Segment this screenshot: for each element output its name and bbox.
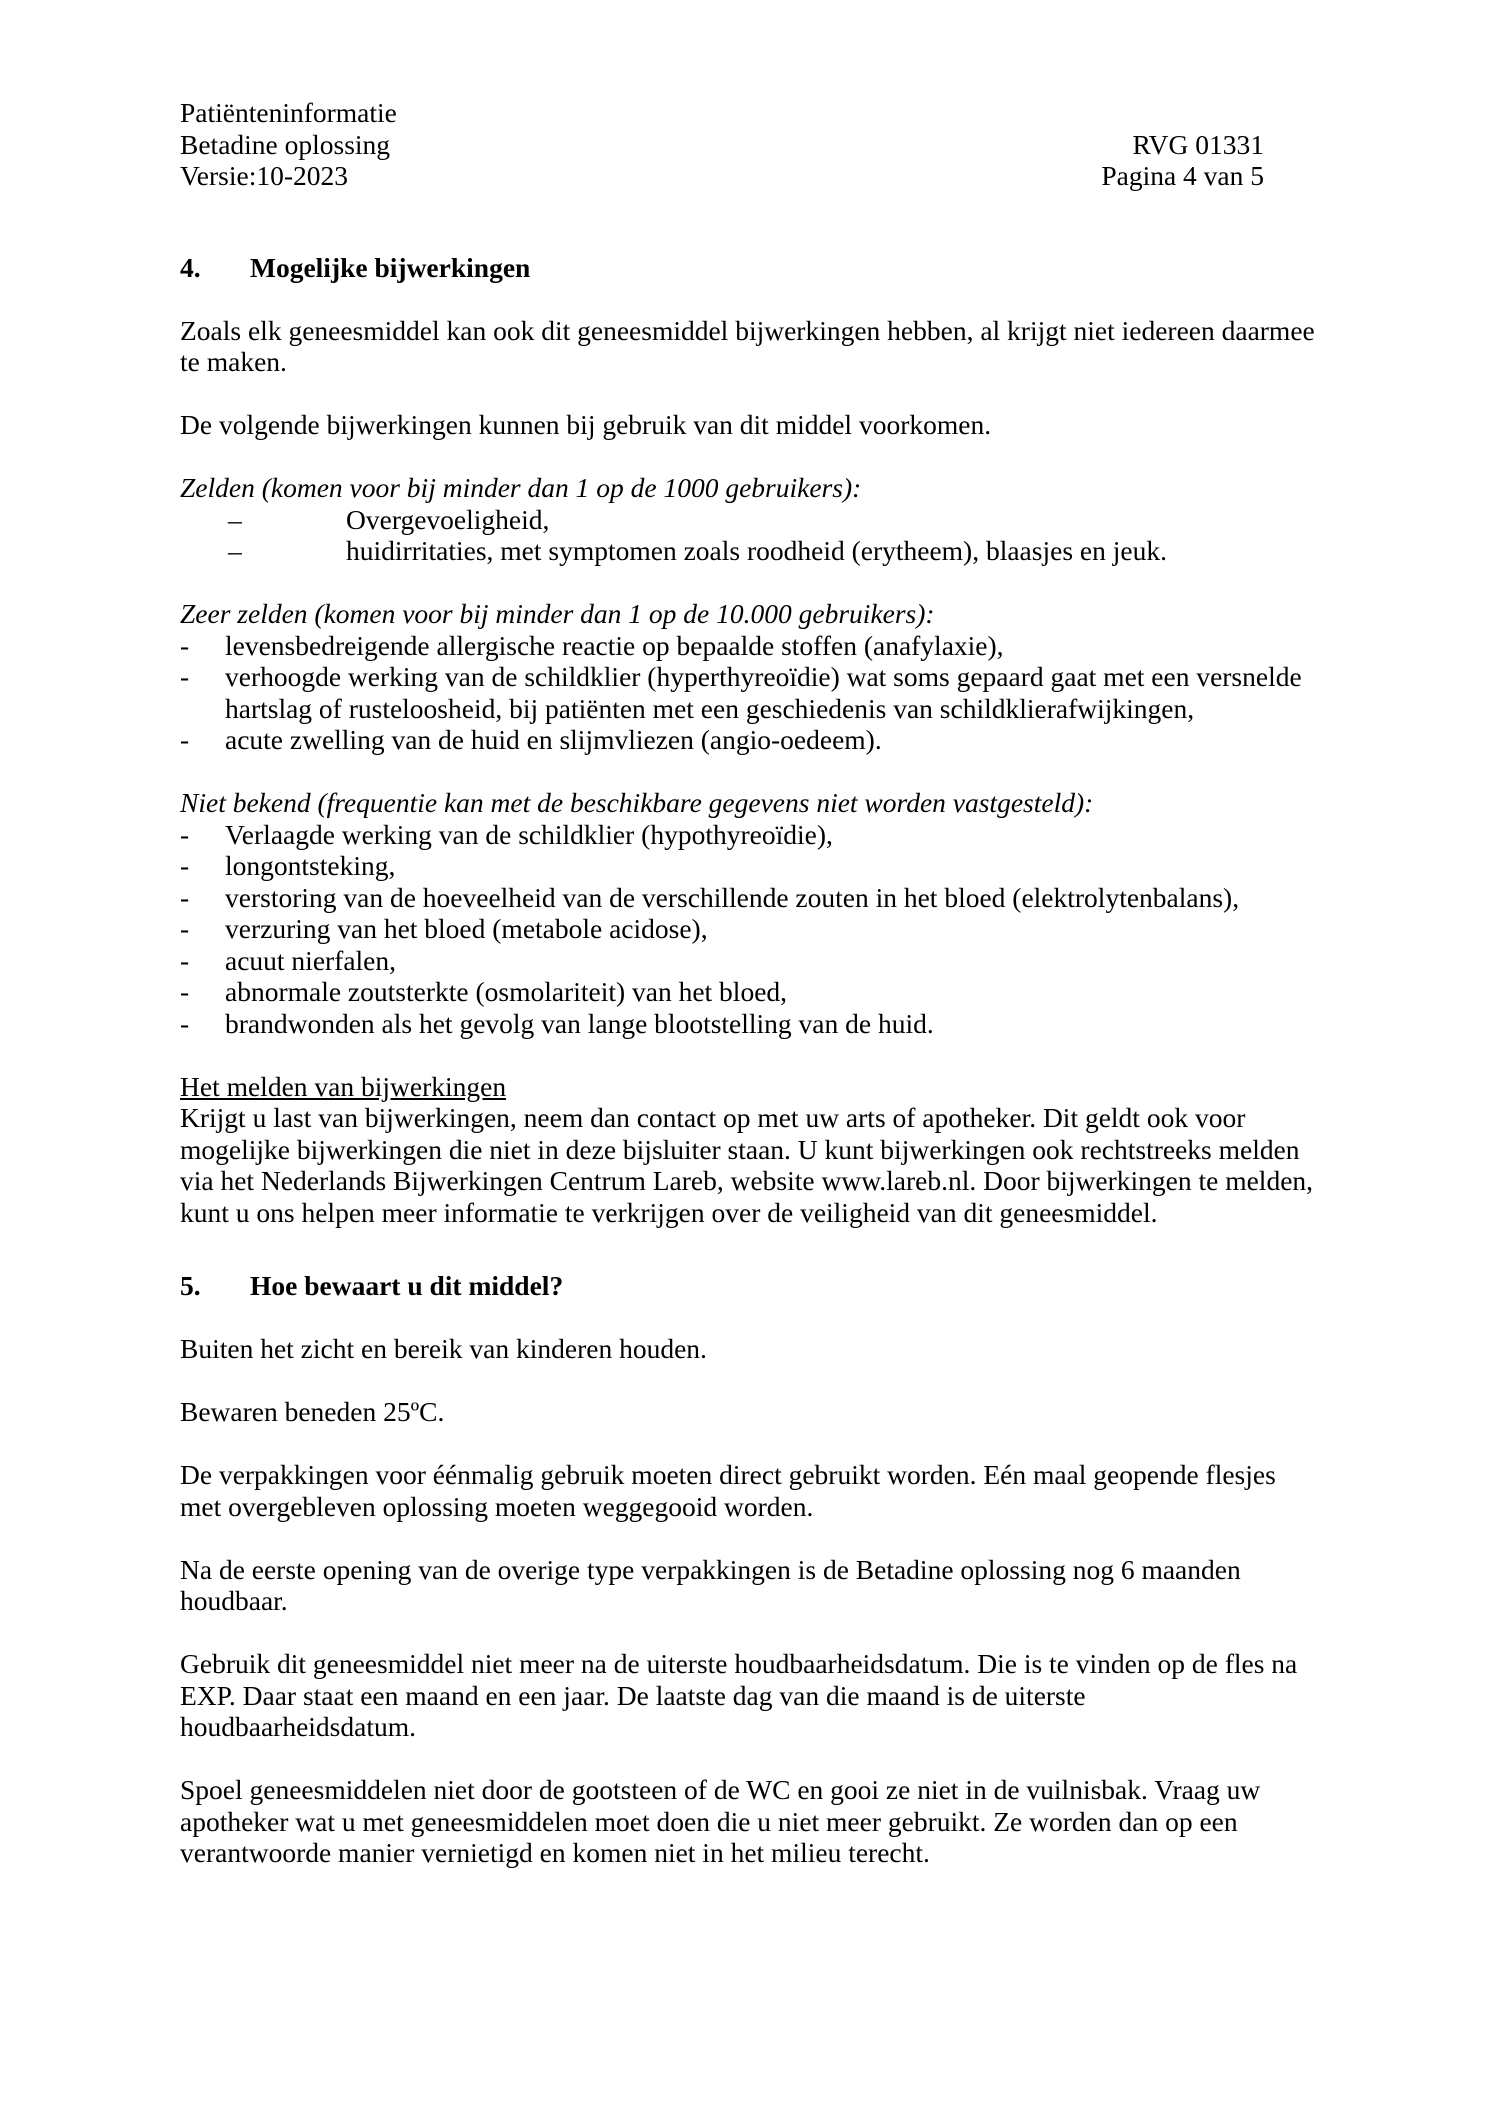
bullet-dash: - [180, 913, 190, 944]
bullet-dash: - [180, 850, 190, 881]
header-version: Versie:10-2023 [180, 160, 349, 191]
header-right-block [1101, 129, 1318, 192]
section-4-heading [180, 252, 1318, 284]
header-product-name: Betadine oplossing [180, 128, 391, 160]
header-left-block [180, 97, 397, 192]
melden-paragraph: Krijgt u last van bijwerkingen, neem dan contact op met uw arts of apotheker. Dit geldt ook voor mogelijke bijwerkingen die niet in deze bijsluiter staan. U kunt bijwerkingen ook rechtstreeks melden via het Nederlands Bijwerkingen Centrum Lareb, website www.lareb.nl. Door bijwerkingen te melden, kunt u ons helpen meer informatie te verkrijgen over de veiligheid van dit geneesmiddel. [180, 1102, 1314, 1228]
melden-subheading: Het melden van bijwerkingen [180, 1070, 507, 1102]
list-item [180, 661, 1318, 724]
bullet-dash: - [180, 661, 190, 692]
header-rvg-number: RVG 01331 [1132, 128, 1264, 160]
section-4-number: 4. [180, 251, 201, 283]
storage-paragraph-disposal: Spoel geneesmiddelen niet door de gootsteen of de WC en gooi ze niet in de vuilnisbak. Vraag uw apotheker wat u met geneesmiddelen moet doen die u niet meer gebruikt. Ze worden dan op een verantwoorde manier vernietigd en komen niet in het milieu terecht. [180, 1774, 1261, 1868]
intro-paragraph-1: Zoals elk geneesmiddel kan ook dit geneesmiddel bijwerkingen hebben, al krijgt niet iedereen daarmee te maken. [180, 314, 1315, 377]
list-item [180, 630, 1318, 662]
list-item-text: Overgevoeligheid, [346, 503, 550, 535]
list-item-text: verhoogde werking van de schildklier (hyperthyreoïdie) wat soms gepaard gaat met een versnelde hartslag of rusteloosheid, bij patiënten met een geschiedenis van schildklierafwijkingen, [225, 661, 1302, 724]
bullet-dash: - [180, 944, 190, 976]
section-5-title: Hoe bewaart u dit middel? [250, 1270, 564, 1301]
document-header [180, 97, 1318, 192]
intro-paragraph-2: De volgende bijwerkingen kunnen bij gebruik van dit middel voorkomen. [180, 409, 992, 440]
list-item-text: longontsteking, [225, 850, 396, 881]
bullet-dash: – [228, 503, 242, 535]
frequency-label-niet-bekend: Niet bekend (frequentie kan met de beschikbare gegevens niet worden vastgesteld): [180, 787, 1094, 818]
section-4-title: Mogelijke bijwerkingen [250, 251, 531, 283]
section-5-number: 5. [180, 1270, 201, 1301]
list-item [180, 724, 1318, 756]
section-5-heading [180, 1270, 1318, 1302]
list-item [180, 1008, 1318, 1040]
zelden-list [180, 504, 1318, 567]
list-item-text: huidirritaties, met symptomen zoals roodheid (erytheem), blaasjes en jeuk. [346, 535, 1167, 566]
storage-paragraph-single-use: De verpakkingen voor éénmalig gebruik moeten direct gebruikt worden. Eén maal geopende flesjes met overgebleven oplossing moeten weggegooid worden. [180, 1459, 1276, 1522]
list-item-text: verzuring van het bloed (metabole acidose), [225, 913, 708, 944]
header-doc-type: Patiënteninformatie [180, 97, 397, 128]
frequency-label-zeer-zelden: Zeer zelden (komen voor bij minder dan 1 op de 10.000 gebruikers): [180, 598, 935, 629]
storage-paragraph-children: Buiten het zicht en bereik van kinderen houden. [180, 1333, 707, 1364]
bullet-dash: - [180, 818, 190, 850]
bullet-dash: - [180, 629, 190, 661]
list-item [180, 913, 1318, 945]
list-item [180, 850, 1318, 882]
list-item-text: acuut nierfalen, [225, 944, 397, 976]
list-item-text: brandwonden als het gevolg van lange blootstelling van de huid. [225, 1007, 934, 1039]
list-item-text: Verlaagde werking van de schildklier (hypothyreoïdie), [225, 818, 833, 850]
list-item [180, 535, 1318, 567]
niet-bekend-list [180, 819, 1318, 1040]
bullet-dash: - [180, 724, 190, 755]
list-item [180, 976, 1318, 1008]
header-page-number: Pagina 4 van 5 [1101, 160, 1264, 191]
list-item-text: abnormale zoutsterkte (osmolariteit) van het bloed, [225, 976, 788, 1007]
bullet-dash: - [180, 976, 190, 1007]
list-item [180, 819, 1318, 851]
bullet-dash: - [180, 1007, 190, 1039]
list-item-text: verstoring van de hoeveelheid van de verschillende zouten in het bloed (elektrolytenbalans), [225, 881, 1240, 913]
list-item-text: acute zwelling van de huid en slijmvliezen (angio-oedeem). [225, 724, 882, 755]
bullet-dash: - [180, 881, 190, 913]
list-item [180, 882, 1318, 914]
frequency-label-zelden: Zelden (komen voor bij minder dan 1 op de 1000 gebruikers): [180, 472, 862, 503]
storage-paragraph-temperature: Bewaren beneden 25ºC. [180, 1396, 445, 1427]
storage-paragraph-shelf-life: Na de eerste opening van de overige type verpakkingen is de Betadine oplossing nog 6 maanden houdbaar. [180, 1553, 1241, 1616]
storage-paragraph-expiry: Gebruik dit geneesmiddel niet meer na de uiterste houdbaarheidsdatum. Die is te vinden op de fles na EXP. Daar staat een maand en een jaar. De laatste dag van die maand is de uiterste houdbaarheidsdatum. [180, 1648, 1298, 1742]
bullet-dash: – [228, 535, 242, 566]
list-item [180, 504, 1318, 536]
zeer-zelden-list [180, 630, 1318, 756]
list-item [180, 945, 1318, 977]
list-item-text: levensbedreigende allergische reactie op bepaalde stoffen (anafylaxie), [225, 629, 1004, 661]
